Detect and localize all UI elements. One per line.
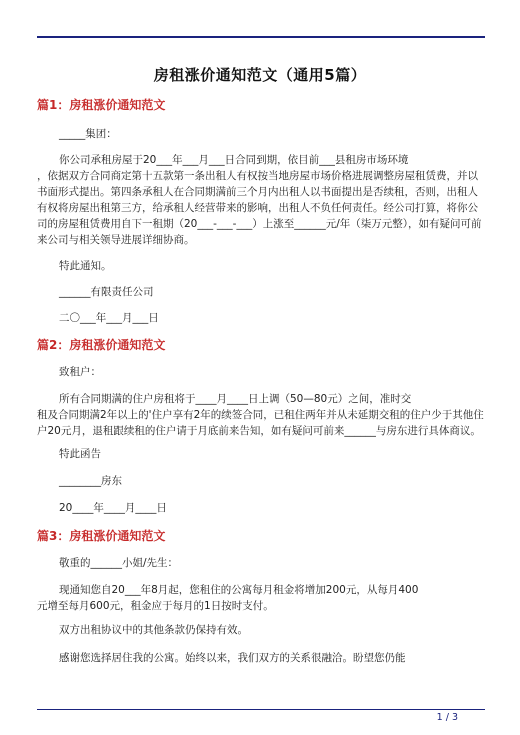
section-1-date: 二〇___年___月___日 [59,312,159,324]
section-3-body-line: 现通知您自20___年8月起，您租住的公寓每月租金将增加200元，从每月400 [59,584,419,596]
section-3-heading: 篇3：房租涨价通知范文 [37,529,166,543]
header-rule [37,36,485,38]
section-1-body-line: 你公司承租房屋于20___年___月___日合同到期，依目前___县租房市场环境 [59,154,409,166]
section-3-paragraph: 双方出租协议中的其他条款仍保持有效。 [59,624,248,636]
section-3-body [37,582,485,614]
section-1-salutation: _____集团： [59,128,117,140]
section-1-body [37,152,485,248]
page-indicator: 1 / 3 [436,712,458,723]
section-2-body-line: 户20元月，退租跟续租的住户请于月底前来告知，如有疑问可前来______与房东进行具体商议。 [37,425,481,437]
section-1-body-line: 司的房屋租赁费用自下一租期（20___-___-___）上涨至______元/年（柒万元整），如有疑问可前 [37,218,482,230]
section-2-body-line: 租及合同期满2年以上的'住户享有2年的续签合同，已租住两年并从未延期交租的住户少于其他住 [37,409,484,421]
section-2-notice: 特此函告 [59,448,101,460]
footer-rule [37,709,485,710]
section-3-body-line: 元增至每月600元，租金应于每月的1日按时支付。 [37,600,274,612]
section-2-salutation: 致租户： [59,366,101,378]
section-3-paragraph: 感谢您选择居住我的公寓。始终以来，我们双方的关系很融洽。盼望您仍能 [59,652,406,664]
section-1-notice: 特此通知。 [59,260,112,272]
section-3-salutation: 敬重的______小姐/先生： [59,557,179,569]
document-title: 房租涨价通知范文（通用5篇） [153,66,367,84]
section-2-body-line: 所有合同期满的住户房租将于____月____日上调（50—80元）之间，准时交 [59,393,412,405]
section-2-signature: ________房东 [59,475,122,487]
section-2-body [37,391,485,439]
section-1-heading: 篇1：房租涨价通知范文 [37,98,166,112]
section-2-heading: 篇2：房租涨价通知范文 [37,338,166,352]
section-1-body-line: 有权将房屋出租第三方，给承租人经营带来的影响，出租人不负任何责任。经公司打算，将你公 [37,202,478,214]
section-1-body-line: 来公司与相关领导进展详细协商。 [37,234,195,246]
section-1-body-line: ，依据双方合同商定第十五款第一条出租人有权按当地房屋市场价格进展调整房屋租赁费，并以 [37,170,478,182]
section-1-body-line: 书面形式提出。第四条承租人在合同期满前三个月内出租人以书面提出是否续租，否则，出租人 [37,186,478,198]
section-1-signature: ______有限责任公司 [59,286,154,298]
section-2-date: 20____年____月____日 [59,502,167,514]
